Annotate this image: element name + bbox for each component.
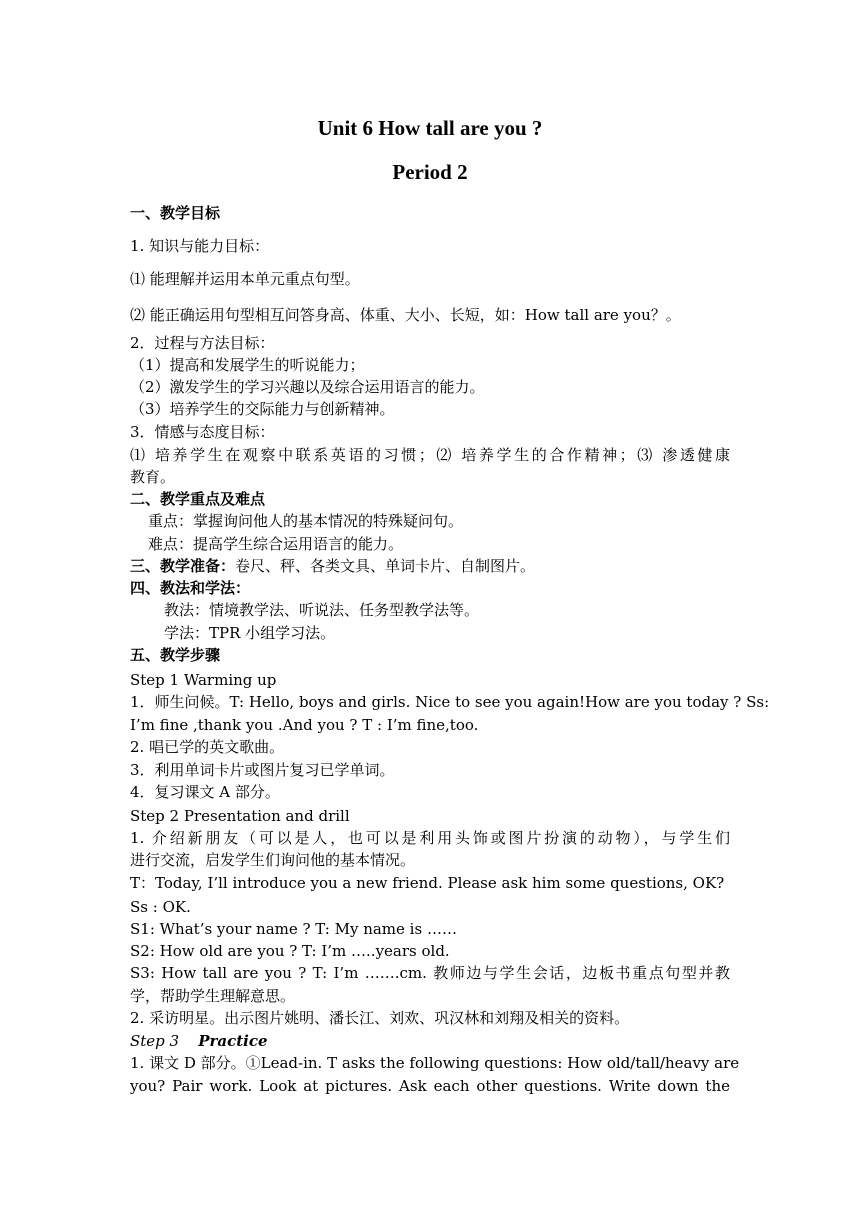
text-line: you? Pair work. Look at pictures. Ask each other questions. Write down the <box>130 1077 730 1095</box>
text-line: 难点：提高学生综合运用语言的能力。 <box>148 535 404 553</box>
text-line: ⑴ 能理解并运用本单元重点句型。 <box>130 270 360 288</box>
text-line: 1. 知识与能力目标： <box>130 237 270 255</box>
text-line: T：Today, I’ll introduce you a new friend. Please ask him some questions, OK? <box>130 874 725 892</box>
text-line: （3）培养学生的交际能力与创新精神。 <box>130 400 395 418</box>
text-line: （2）激发学生的学习兴趣以及综合运用语言的能力。 <box>130 378 485 396</box>
text-line: S2: How old are you ? T: I’m …..years old. <box>130 942 450 960</box>
text-line: ⑴ 培养学生在观察中联系英语的习惯；⑵ 培养学生的合作精神；⑶ 渗透健康 <box>130 446 730 464</box>
doc-title: Unit 6 How tall are you ? <box>317 116 543 140</box>
section-heading-4: 四、教法和学法： <box>130 579 251 597</box>
step-title: Practice <box>198 1032 268 1050</box>
doc-subtitle: Period 2 <box>392 160 468 184</box>
text-line: 教育。 <box>130 468 176 486</box>
text-line: 2. 采访明星。出示图片姚明、潘长江、刘欢、巩汉林和刘翔及相关的资料。 <box>130 1009 630 1027</box>
step-heading: Step 1 Warming up <box>130 671 277 689</box>
section-heading-3: 三、教学准备： <box>130 557 236 575</box>
section-heading-5: 五、教学步骤 <box>130 646 221 664</box>
text-line: 进行交流，启发学生们询问他的基本情况。 <box>130 851 416 869</box>
text-line: 2. 唱已学的英文歌曲。 <box>130 738 285 756</box>
section-heading-3-line <box>130 556 730 576</box>
text-line: 4．复习课文 A 部分。 <box>130 783 280 801</box>
section-heading-1: 一、教学目标 <box>130 204 221 222</box>
section-heading-2: 二、教学重点及难点 <box>130 490 266 508</box>
text-line: ⑵ 能正确运用句型相互问答身高、体重、大小、长短，如：How tall are you？。 <box>130 306 681 324</box>
step-heading: Step 2 Presentation and drill <box>130 807 350 825</box>
step-heading: Step 3 <box>130 1032 180 1050</box>
text-line: 2．过程与方法目标： <box>130 334 275 352</box>
text-line: 1. 介绍新朋友（可以是人，也可以是利用头饰或图片扮演的动物），与学生们 <box>130 829 730 847</box>
text-line: S3: How tall are you ? T: I’m …….cm. 教师边与学生会话，边板书重点句型并教 <box>130 964 730 982</box>
text-line: 重点：掌握询问他人的基本情况的特殊疑问句。 <box>148 512 464 530</box>
step-heading-line <box>130 1031 730 1051</box>
text-line: 1．师生问候。T: Hello, boys and girls. Nice to see you again!How are you today ? Ss: <box>130 693 770 711</box>
text-line: 卷尺、秤、各类文具、单词卡片、自制图片。 <box>235 557 536 575</box>
text-line: 1. 课文 D 部分。①Lead-in. T asks the following questions: How old/tall/heavy are <box>130 1054 740 1072</box>
text-line: I’m fine ,thank you .And you ? T : I’m fine,too. <box>130 716 479 734</box>
text-line: 教法：情境教学法、听说法、任务型教学法等。 <box>164 601 480 619</box>
text-line: 3．情感与态度目标： <box>130 423 275 441</box>
text-line: S1: What’s your name ? T: My name is …… <box>130 920 457 938</box>
text-line: 3．利用单词卡片或图片复习已学单词。 <box>130 761 395 779</box>
text-line: Ss : OK. <box>130 898 191 916</box>
text-line: 学法：TPR 小组学习法。 <box>164 624 336 642</box>
text-line: 学，帮助学生理解意思。 <box>130 987 296 1005</box>
text-line: （1）提高和发展学生的听说能力； <box>130 356 365 374</box>
